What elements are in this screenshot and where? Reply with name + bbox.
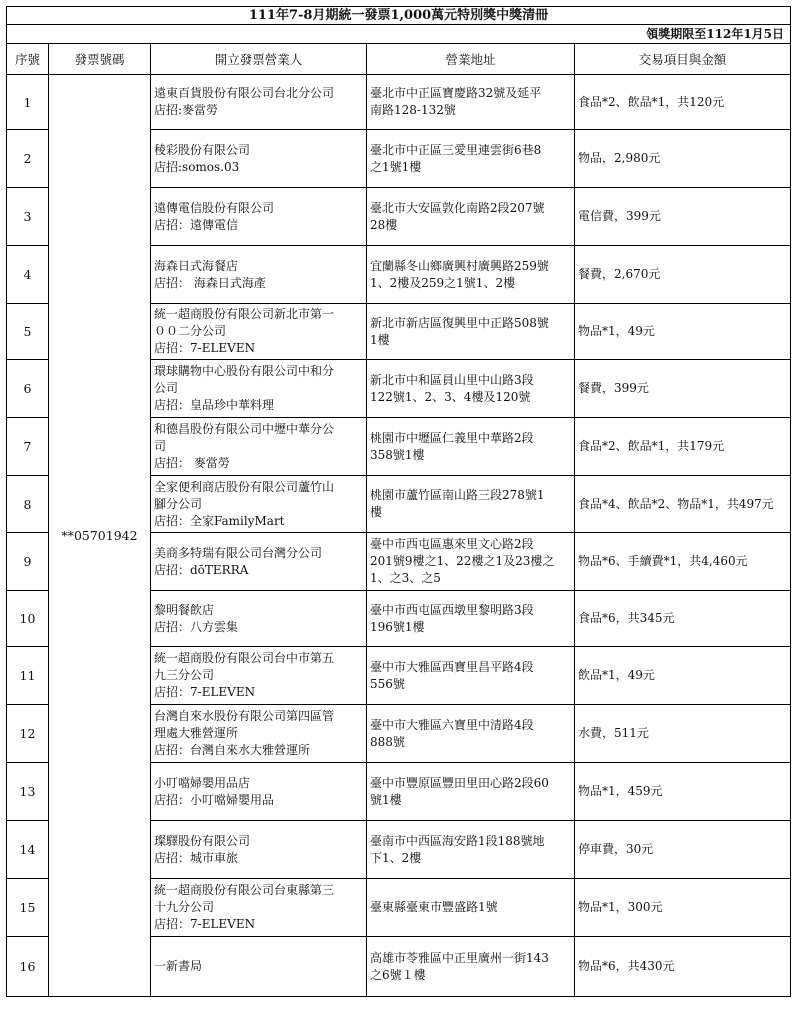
merchant-line: 店招：小叮噹婦嬰用品 (154, 792, 275, 807)
row-merchant (151, 188, 367, 246)
row-address (367, 705, 575, 763)
merchant-line: 遠傳電信股份有限公司 (154, 200, 275, 215)
address-line: 28樓 (370, 217, 398, 232)
address-line: 201號9樓之1、22樓之1及23樓之 (370, 554, 555, 568)
merchant-line: 店招:somos.03 (154, 159, 240, 174)
row-items-amount: 物品*1，49元 (575, 304, 791, 360)
row-seq: 15 (7, 879, 49, 937)
address-line: 新北市新店區復興里中正路508號 (370, 315, 549, 330)
row-seq: 16 (7, 937, 49, 997)
merchant-line: 公司 (154, 381, 179, 395)
address-line: 號1樓 (370, 792, 402, 807)
merchant-line: 理處大雅營運所 (154, 726, 239, 740)
merchant-line: 店招：遠傳電信 (154, 217, 239, 232)
row-address (367, 763, 575, 821)
merchant-line: 店招:麥當勞 (154, 103, 219, 117)
merchant-line: 海森日式海餐店 (154, 258, 239, 273)
merchant-line: 統一超商股份有限公司新北市第一 (154, 307, 335, 321)
merchant-line: 店招：7-ELEVEN (154, 917, 256, 931)
merchant-line: 和德昌股份有限公司中壢中華分公 (154, 422, 335, 436)
address-line: 1、2樓及259之1號1、2樓 (370, 275, 516, 290)
row-address (367, 418, 575, 476)
merchant-line: 十九分公司 (154, 900, 215, 914)
address-line: 臺東縣臺東市豐盛路1號 (370, 900, 498, 914)
row-seq: 1 (7, 75, 49, 130)
address-line: 臺南市中西區海安路1段188號地 (370, 833, 545, 848)
row-merchant (151, 763, 367, 821)
row-merchant (151, 937, 367, 997)
address-line: 臺中市豐原區豐田里田心路2段60 (370, 775, 549, 790)
address-line: 臺中市西屯區惠來里文心路2段 (370, 537, 534, 551)
row-address (367, 821, 575, 879)
address-line: 宜蘭縣冬山鄉廣興村廣興路259號 (370, 258, 549, 273)
address-line: 桃園市蘆竹區南山路三段278號1 (370, 488, 545, 502)
row-items-amount: 物品*6，共430元 (575, 937, 791, 997)
address-line: 桃園市中壢區仁義里中華路2段 (370, 430, 534, 445)
row-address (367, 937, 575, 997)
page-title: 111年7-8月期統一發票1,000萬元特別獎中獎清冊 (7, 7, 791, 25)
merchant-line: 店招：台灣自來水大雅營運所 (154, 743, 311, 757)
col-header-merchant: 開立發票營業人 (151, 44, 367, 75)
row-items-amount: 水費，511元 (575, 705, 791, 763)
address-line: 臺北市中正區寶慶路32號及延平 (370, 86, 542, 100)
merchant-line: 統一超商股份有限公司台東縣第三 (154, 883, 335, 897)
row-seq: 2 (7, 130, 49, 188)
row-items-amount: 食品*2、飲品*1，共179元 (575, 418, 791, 476)
merchant-line: 黎明餐飲店 (154, 602, 215, 617)
merchant-line: 店招：城市車旅 (154, 850, 239, 865)
row-address (367, 304, 575, 360)
row-seq: 3 (7, 188, 49, 246)
row-items-amount: 物品*1，300元 (575, 879, 791, 937)
row-address (367, 130, 575, 188)
col-header-invoice: 發票號碼 (49, 44, 151, 75)
merchant-line: 璨驛股份有限公司 (154, 833, 251, 848)
address-line: 臺中市大雅區六寶里中清路4段 (370, 717, 534, 732)
address-line: 新北市中和區員山里中山路3段 (370, 372, 534, 387)
address-line: 358號1樓 (370, 447, 425, 462)
row-address (367, 246, 575, 304)
row-seq: 13 (7, 763, 49, 821)
address-line: 556號 (370, 676, 405, 691)
row-merchant (151, 647, 367, 705)
row-seq: 7 (7, 418, 49, 476)
row-address (367, 360, 575, 418)
row-seq: 11 (7, 647, 49, 705)
row-seq: 9 (7, 533, 49, 591)
address-line: 臺北市中正區三愛里連雲街6巷8 (370, 142, 542, 157)
row-seq: 5 (7, 304, 49, 360)
row-seq: 6 (7, 360, 49, 418)
row-items-amount: 食品*6，共345元 (575, 591, 791, 647)
merchant-line: 稜彩股份有限公司 (154, 142, 251, 157)
header-row (7, 44, 791, 75)
merchant-line: 店招：八方雲集 (154, 619, 239, 634)
row-items-amount: 食品*2、飲品*1，共120元 (575, 75, 791, 130)
row-items-amount: 停車費，30元 (575, 821, 791, 879)
row-seq: 12 (7, 705, 49, 763)
address-line: 南路128-132號 (370, 103, 456, 117)
row-items-amount: 餐費，2,670元 (575, 246, 791, 304)
row-address (367, 591, 575, 647)
merchant-line: ００二分公司 (154, 324, 227, 338)
row-items-amount: 物品*6、手續費*1，共4,460元 (575, 533, 791, 591)
row-items-amount: 餐費，399元 (575, 360, 791, 418)
merchant-line: 九三分公司 (154, 668, 215, 682)
address-line: 196號1樓 (370, 619, 425, 634)
row-merchant (151, 418, 367, 476)
row-seq: 8 (7, 476, 49, 533)
row-address (367, 188, 575, 246)
row-address (367, 476, 575, 533)
row-seq: 14 (7, 821, 49, 879)
merchant-line: 小叮噹婦嬰用品店 (154, 775, 251, 790)
row-merchant (151, 75, 367, 130)
row-items-amount: 食品*4、飲品*2、物品*1，共497元 (575, 476, 791, 533)
row-address (367, 879, 575, 937)
address-line: 臺北市大安區敦化南路2段207號 (370, 200, 545, 215)
row-merchant (151, 533, 367, 591)
row-address (367, 533, 575, 591)
claim-deadline: 領獎期限至112年1月5日 (7, 25, 791, 44)
merchant-line: 司 (154, 439, 167, 453)
address-line: 1樓 (370, 332, 390, 347)
merchant-line: 統一超商股份有限公司台中市第五 (154, 651, 335, 665)
row-items-amount: 飲品*1，49元 (575, 647, 791, 705)
row-seq: 10 (7, 591, 49, 647)
col-header-items: 交易項目與金額 (575, 44, 791, 75)
merchant-line: 台灣自來水股份有限公司第四區管 (154, 709, 335, 723)
merchant-line: 環球購物中心股份有限公司中和分 (154, 364, 335, 378)
address-line: 樓 (370, 505, 383, 519)
col-header-address: 營業地址 (367, 44, 575, 75)
row-merchant (151, 130, 367, 188)
merchant-line: 店招：全家FamilyMart (154, 513, 285, 528)
table-body (7, 75, 791, 997)
row-address (367, 647, 575, 705)
merchant-line: 店招：dōTERRA (154, 562, 249, 577)
address-line: 之6號１樓 (370, 967, 426, 982)
address-line: 下1、2樓 (370, 850, 422, 865)
merchant-line: 遠東百貨股份有限公司台北分公司 (154, 86, 335, 100)
merchant-line: 全家便利商店股份有限公司蘆竹山 (154, 479, 335, 494)
address-line: 122號1、2、3、4樓及120號 (370, 389, 531, 404)
winners-table (6, 6, 791, 997)
merchant-line: 店招：7-ELEVEN (154, 685, 256, 699)
row-merchant (151, 705, 367, 763)
row-address (367, 75, 575, 130)
row-seq: 4 (7, 246, 49, 304)
merchant-line: 一新書局 (154, 959, 203, 973)
table-row (7, 75, 791, 130)
address-line: 之1號1樓 (370, 159, 422, 174)
row-items-amount: 物品*1，459元 (575, 763, 791, 821)
merchant-line: 店招： 海森日式海產 (154, 275, 266, 290)
merchant-line: 店招：皇品珍中華料理 (154, 398, 275, 412)
address-line: 高雄市苓雅區中正里廣州一街143 (370, 950, 549, 965)
row-items-amount: 物品，2,980元 (575, 130, 791, 188)
row-merchant (151, 591, 367, 647)
row-merchant (151, 246, 367, 304)
col-header-seq: 序號 (7, 44, 49, 75)
address-line: 臺中市大雅區西寶里昌平路4段 (370, 659, 534, 674)
address-line: 1、之3、之5 (370, 571, 441, 585)
merchant-line: 美商多特瑞有限公司台灣分公司 (154, 545, 323, 560)
merchant-line: 店招：7-ELEVEN (154, 341, 256, 355)
invoice-number: **05701942 (49, 75, 151, 997)
address-line: 888號 (370, 734, 405, 749)
row-merchant (151, 360, 367, 418)
row-merchant (151, 821, 367, 879)
row-items-amount: 電信費，399元 (575, 188, 791, 246)
merchant-line: 店招： 麥當勞 (154, 456, 230, 470)
row-merchant (151, 879, 367, 937)
merchant-line: 腳分公司 (154, 496, 203, 511)
row-merchant (151, 304, 367, 360)
address-line: 臺中市西屯區西墩里黎明路3段 (370, 602, 534, 617)
row-merchant (151, 476, 367, 533)
